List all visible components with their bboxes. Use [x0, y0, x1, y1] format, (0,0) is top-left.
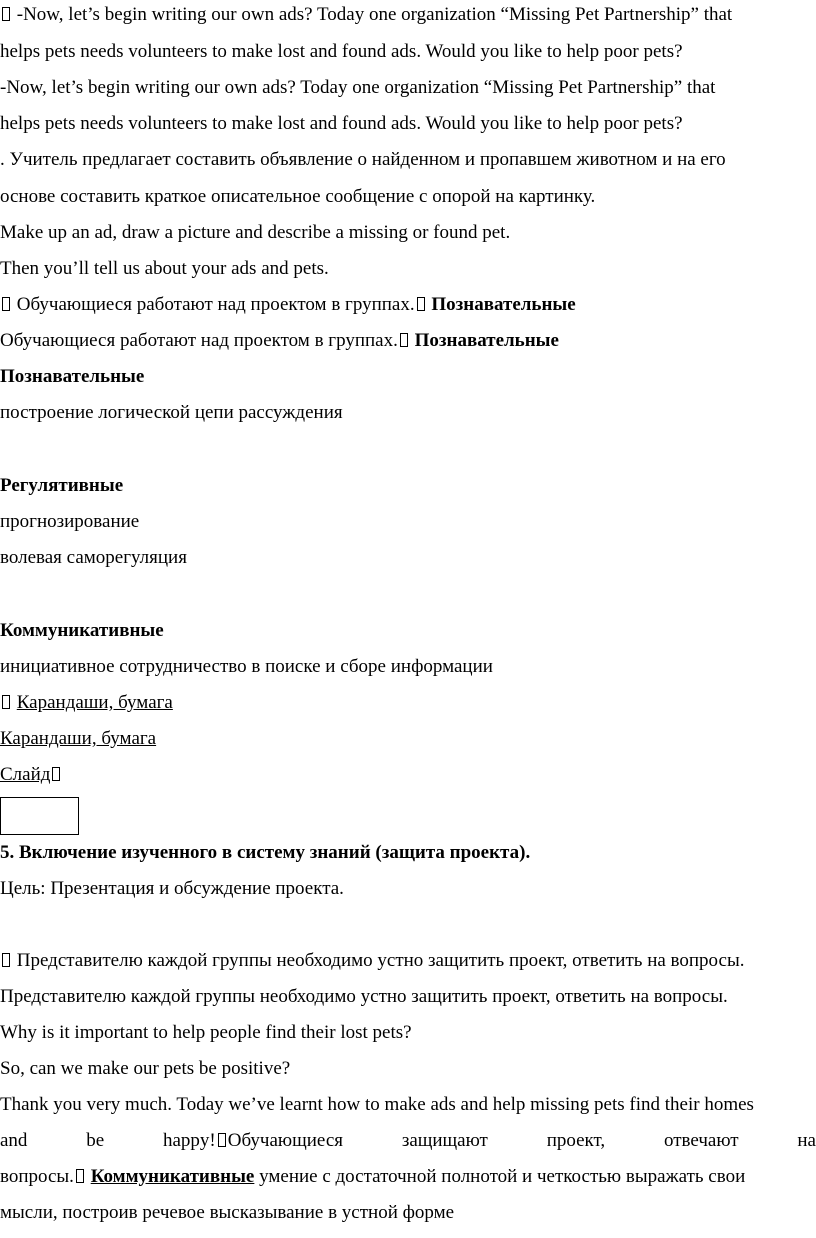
line-30-text: мысли, построив речевое высказывание в устной форме [0, 1202, 455, 1223]
heading-cognitive [0, 365, 144, 389]
line-27-text: Thank you very much. Today we’ve learnt how to make ads and help missing pets find their homes [0, 1094, 754, 1115]
heading-communicative [0, 619, 164, 643]
line-29-bold: Коммуникативные [90, 1166, 255, 1187]
text-line-5 [0, 148, 726, 172]
text-line-1 [0, 3, 732, 27]
line-12-text: построение логической цепи рассуждения [0, 402, 343, 423]
word-group [163, 1129, 343, 1153]
word: and [0, 1130, 28, 1151]
text-line-9 [0, 293, 576, 317]
line-15-text: волевая саморегуляция [0, 547, 187, 568]
heading-cognitive-text: Познавательные [0, 366, 145, 387]
line-7-text: Make up an ad, draw a picture and describe a missing or found pet. [0, 222, 511, 243]
heading-communicative-text: Коммуникативные [0, 620, 164, 641]
text-line-20 [0, 763, 62, 787]
text-line-6 [0, 185, 595, 209]
text-line-7 [0, 221, 510, 245]
line-1-text: -Now, let’s begin writing our own ads? Today one organization “Missing Pet Partnership” that [16, 4, 733, 25]
text-line-30 [0, 1201, 454, 1225]
missing-glyph-icon [417, 297, 425, 311]
text-line-22 [0, 877, 344, 901]
section-5-heading-text: 5. Включение изученного в систему знаний (защита проекта). [0, 842, 531, 863]
section-5-heading [0, 841, 530, 865]
text-line-24 [0, 985, 728, 1009]
text-line-8 [0, 257, 329, 281]
line-25-text: Why is it important to help people find their lost pets? [0, 1022, 412, 1043]
line-20-text: Слайд [0, 764, 51, 785]
missing-glyph-icon [218, 1133, 226, 1147]
text-line-4 [0, 112, 683, 136]
word: отвечают [663, 1130, 739, 1151]
word: happy! [163, 1130, 216, 1151]
text-line-29 [0, 1165, 745, 1189]
word: проект, [546, 1130, 606, 1151]
text-line-14 [0, 510, 139, 534]
missing-glyph-icon [2, 695, 10, 709]
missing-glyph-icon [2, 953, 10, 967]
line-2-text: helps pets needs volunteers to make lost and found ads. Would you like to help poor pets? [0, 41, 683, 62]
line-19-text: Карандаши, бумага [0, 728, 157, 749]
line-9-text: Обучающиеся работают над проектом в группах. [16, 294, 415, 315]
word: защищают [401, 1130, 488, 1151]
missing-glyph-icon [52, 767, 60, 781]
line-6-text: основе составить краткое описательное сообщение с опорой на картинку. [0, 186, 596, 207]
line-29-rest: умение с достаточной полнотой и четкостью выражать свои [254, 1166, 746, 1187]
text-line-12 [0, 401, 343, 425]
line-10-bold: Познавательные [414, 330, 559, 351]
text-line-23 [0, 949, 744, 973]
line-18-text: Карандаши, бумага [16, 692, 173, 713]
text-line-28 [0, 1129, 816, 1153]
text-line-25 [0, 1021, 412, 1045]
text-line-10 [0, 329, 559, 353]
line-8-text: Then you’ll tell us about your ads and pets. [0, 258, 329, 279]
line-4-text: helps pets needs volunteers to make lost and found ads. Would you like to help poor pets? [0, 113, 683, 134]
missing-glyph-icon [76, 1169, 84, 1183]
missing-glyph-icon [2, 297, 10, 311]
text-line-15 [0, 546, 187, 570]
line-10-text: Обучающиеся работают над проектом в группах. [0, 330, 398, 351]
text-line-19 [0, 727, 156, 751]
text-line-2 [0, 40, 683, 64]
heading-regulatory-text: Регулятивные [0, 475, 124, 496]
line-5-text: . Учитель предлагает составить объявление о найденном и пропавшем животном и на его [0, 149, 726, 170]
empty-table-cell [0, 797, 79, 835]
missing-glyph-icon [2, 7, 10, 21]
line-9-bold: Познавательные [431, 294, 576, 315]
heading-regulatory [0, 474, 123, 498]
word: be [86, 1130, 105, 1151]
line-14-text: прогнозирование [0, 511, 140, 532]
line-29-start: вопросы. [0, 1166, 74, 1187]
word: Обучающиеся [227, 1130, 343, 1151]
text-line-3 [0, 76, 715, 100]
text-line-26 [0, 1057, 290, 1081]
line-24-text: Представителю каждой группы необходимо устно защитить проект, ответить на вопросы. [0, 986, 728, 1007]
missing-glyph-icon [400, 333, 408, 347]
text-line-27 [0, 1093, 754, 1117]
line-23-text: Представителю каждой группы необходимо устно защитить проект, ответить на вопросы. [16, 950, 745, 971]
line-17-text: инициативное сотрудничество в поиске и сборе информации [0, 656, 493, 677]
word: на [797, 1130, 816, 1151]
text-line-18 [0, 691, 173, 715]
text-line-17 [0, 655, 493, 679]
line-22-text: Цель: Презентация и обсуждение проекта. [0, 878, 344, 899]
line-26-text: So, can we make our pets be positive? [0, 1058, 291, 1079]
line-3-text: -Now, let’s begin writing our own ads? Today one organization “Missing Pet Partnership” that [0, 77, 716, 98]
